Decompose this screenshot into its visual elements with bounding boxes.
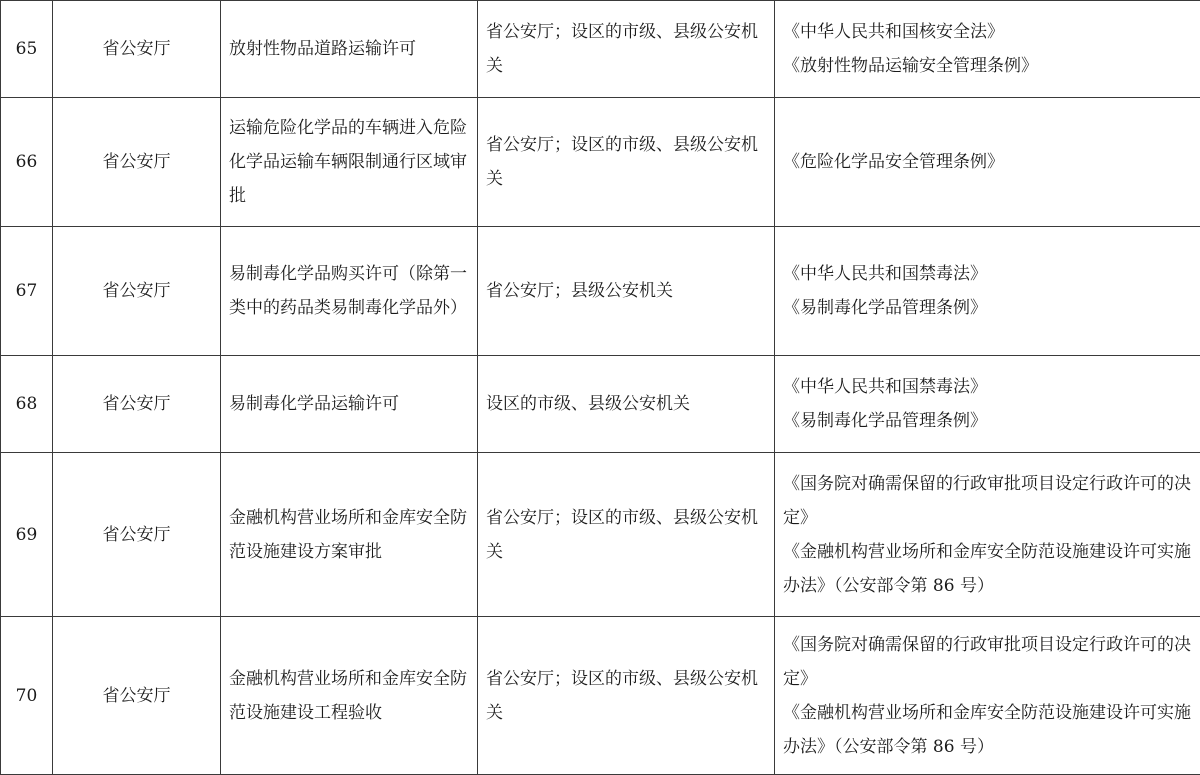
legal-basis-cell	[775, 617, 1200, 775]
row-number: 70	[1, 617, 53, 775]
table-row	[1, 356, 1200, 453]
row-number: 69	[1, 453, 53, 617]
legal-basis-cell	[775, 227, 1200, 356]
law-reference: 《中华人民共和国禁毒法》	[783, 370, 1192, 404]
table-row	[1, 617, 1200, 775]
legal-basis-cell	[775, 1, 1200, 98]
item-name-cell: 金融机构营业场所和金库安全防范设施建设方案审批	[221, 453, 478, 617]
table-row	[1, 1, 1200, 98]
department-cell: 省公安厅	[53, 98, 221, 227]
row-number: 67	[1, 227, 53, 356]
department-cell: 省公安厅	[53, 1, 221, 98]
item-name-cell: 易制毒化学品运输许可	[221, 356, 478, 453]
law-reference: 《金融机构营业场所和金库安全防范设施建设许可实施办法》（公安部令第 86 号）	[783, 535, 1192, 603]
row-number: 66	[1, 98, 53, 227]
law-reference: 《金融机构营业场所和金库安全防范设施建设许可实施办法》（公安部令第 86 号）	[783, 696, 1192, 764]
item-name-cell: 运输危险化学品的车辆进入危险化学品运输车辆限制通行区域审批	[221, 98, 478, 227]
agency-cell: 省公安厅；设区的市级、县级公安机关	[478, 1, 775, 98]
department-cell: 省公安厅	[53, 453, 221, 617]
row-number: 68	[1, 356, 53, 453]
law-reference: 《中华人民共和国核安全法》	[783, 15, 1192, 49]
row-number: 65	[1, 1, 53, 98]
table-row	[1, 98, 1200, 227]
law-reference: 《易制毒化学品管理条例》	[783, 291, 1192, 325]
law-reference: 《国务院对确需保留的行政审批项目设定行政许可的决定》	[783, 467, 1192, 535]
legal-basis-cell	[775, 356, 1200, 453]
agency-cell: 省公安厅；设区的市级、县级公安机关	[478, 617, 775, 775]
law-reference: 《中华人民共和国禁毒法》	[783, 257, 1192, 291]
item-name-cell: 放射性物品道路运输许可	[221, 1, 478, 98]
law-reference: 《易制毒化学品管理条例》	[783, 404, 1192, 438]
table-row	[1, 227, 1200, 356]
law-reference: 《危险化学品安全管理条例》	[783, 145, 1192, 179]
agency-cell: 省公安厅；县级公安机关	[478, 227, 775, 356]
table-row	[1, 453, 1200, 617]
agency-cell: 省公安厅；设区的市级、县级公安机关	[478, 453, 775, 617]
law-reference: 《国务院对确需保留的行政审批项目设定行政许可的决定》	[783, 628, 1192, 696]
agency-cell: 设区的市级、县级公安机关	[478, 356, 775, 453]
law-reference: 《放射性物品运输安全管理条例》	[783, 49, 1192, 83]
department-cell: 省公安厅	[53, 356, 221, 453]
agency-cell: 省公安厅；设区的市级、县级公安机关	[478, 98, 775, 227]
legal-basis-cell	[775, 98, 1200, 227]
item-name-cell: 易制毒化学品购买许可（除第一类中的药品类易制毒化学品外）	[221, 227, 478, 356]
item-name-cell: 金融机构营业场所和金库安全防范设施建设工程验收	[221, 617, 478, 775]
department-cell: 省公安厅	[53, 227, 221, 356]
department-cell: 省公安厅	[53, 617, 221, 775]
legal-basis-cell	[775, 453, 1200, 617]
